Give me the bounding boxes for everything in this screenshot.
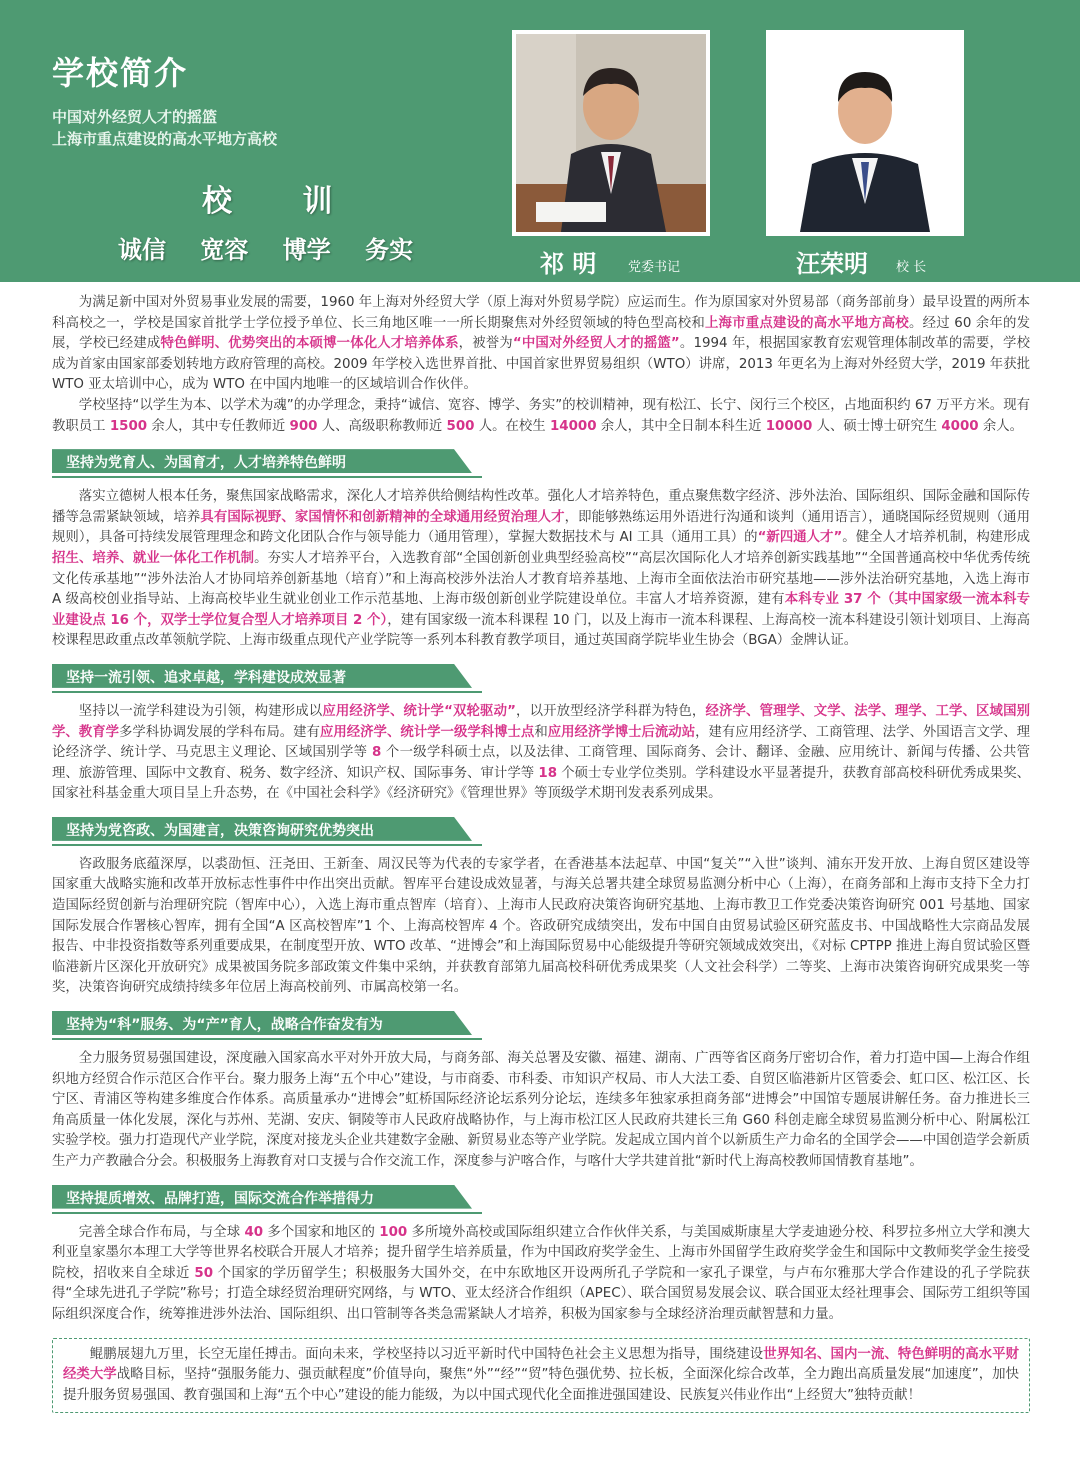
body-text: 为满足新中国对外贸易事业发展的需要，1960 年上海对外经贸大学（原上海对外贸易学院）应运而生。作为原国家对外贸易部（商务部前身）最早设置的两所本科高校之一，学校是国家首批学士学位授予单位、长三角地区唯一一所长期聚焦对外经贸领域的特色型高校和	[52, 295, 1030, 331]
section-heading-bar	[52, 1007, 1030, 1041]
highlighted-text: “新四通人才”	[757, 530, 843, 546]
motto-words: 诚信 宽容 博学 务实	[118, 236, 414, 264]
highlighted-text: 经济学、管理学、文学、法学、理学、工学、区域国别学、教育学	[52, 703, 1031, 740]
body-text: 。1994 年，根据国家教育宏观管理体制改革的需要，学校成为首家由国家部委划转地方政府管理的高校。2009 年学校入选世界首批、中国首家世界贸易组织（WTO）讲席，2013 年更名为上海对外经贸大学，2019 年获批 WTO 亚太培训中心，成为 WTO 在中国内地唯一的区域培训合作伙伴。	[52, 336, 1030, 393]
page-title: 学校简介	[52, 54, 189, 92]
body-text: 全力服务贸易强国建设，深度融入国家高水平对外开放大局，与商务部、海关总署及安徽、福建、湖南、广西等省区商务厅密切合作，着力打造中国—上海合作组织地方经贸合作示范区合作平台。聚力服务上海“五个中心”建设，与市商委、市科委、市知识产权局、市人大法工委、自贸区临港新片区管委会、虹口区、松江区、长宁区、青浦区等构建多维度合作体系。高质量承办“进博会”虹桥国际经济论坛系列分论坛，连续多年独家承担商务部“进博会”中国馆专题展讲解任务。奋力推进长三角高质量一体化发展，深化与苏州、芜湖、安庆、铜陵等市人民政府战略协作，与上海市松江区人民政府共建长三角 G60 科创走廊全球贸易监测分析中心、附属松江实验学校。强力打造现代产业学院，深度对接龙头企业共建数字金融、新贸易业态等产业学院。发起成立国内首个以新质生产力命名的全国学会——中国创造学会新质生产力产教融合分会。积极服务上海教育对口支援与合作交流工作，深度参与沪喀合作，与喀什大学共建首批“新时代上海高校教师国情教育基地”。	[52, 1051, 1030, 1169]
highlighted-text: 10000	[765, 418, 813, 434]
body-text: ，被誉为	[458, 336, 513, 352]
body-text: ，建有应用经济学、工商管理、法学、外国语言文学、理论经济学、统计学、马克思主义理论、区域国别学等	[52, 724, 1031, 761]
body-text: 。健全人才培养机制，构建形成	[842, 530, 1031, 546]
portrait-president	[766, 30, 964, 236]
section-paragraph	[52, 702, 1030, 805]
body-text: 多个国家和地区的	[263, 1224, 380, 1240]
main-content	[52, 293, 1030, 1413]
body-text: 落实立德树人根本任务，聚焦国家战略需求，深化人才培养供给侧结构性改革。强化人才培养特色，重点聚焦数字经济、涉外法治、国际组织、国际金融和国际传播等急需紧缺领域，培养	[52, 489, 1030, 525]
closing-paragraph	[63, 1345, 1019, 1407]
closing-box	[52, 1338, 1030, 1414]
intro-paragraph-1	[52, 293, 1030, 396]
highlighted-text: 1500	[109, 418, 148, 434]
section-heading: 坚持为“科”服务、为“产”育人，战略合作奋发有为	[66, 1017, 383, 1034]
leader-title-1: 党委书记	[628, 260, 681, 275]
body-text: 学校坚持“以学生为本、以学术为魂”的办学理念，秉持“诚信、宽容、博学、务实”的校训精神，现有松江、长宁、闵行三个校区，占地面积约 67 万平方米。现有教职员工	[52, 397, 1030, 434]
portrait-party-secretary	[512, 30, 710, 236]
highlighted-text: 8	[371, 745, 382, 761]
highlighted-text: 14000	[549, 418, 597, 434]
section-paragraph	[52, 855, 1030, 999]
body-text: 咨政服务底蕴深厚，以裘劭恒、汪尧田、王新奎、周汉民等为代表的专家学者，在香港基本法起草、中国“复关”“入世”谈判、浦东开发开放、上海自贸区建设等国家重大战略实施和改革开放标志性事件中作出突出贡献。智库平台建设成效显著，与海关总署共建全球贸易监测分析中心（上海），在商务部和上海市支持下全力打造国际经贸创新与治理研究院（智库中心），入选上海市重点智库（培育）、上海市人民政府决策咨询研究基地、上海市教卫工作党委决策咨询研究 001 号基地、国家国际发展合作署核心智库，拥有全国“A 区高校智库”1 个、上海高校智库 4 个。咨政研究成绩突出，发布中国自由贸易试验区研究蓝皮书、中国战略性大宗商品发展报告、中非投资指数等系列重要成果，在制度型开放、WTO 改革、“进博会”和上海国际贸易中心能级提升等研究领域成效突出，《对标 CPTPP 推进上海自贸试验区暨临港新片区深化开放研究》成果被国务院多部政策文件集中采纳，并获教育部第九届高校科研优秀成果奖（人文社会科学）二等奖、上海市决策咨询研究成果奖一等奖，决策咨询研究成绩持续多年位居上海高校前列、市属高校第一名。	[52, 856, 1030, 996]
body-text: 多学科协调发展的学科布局。建有	[119, 724, 320, 740]
highlighted-text: 应用经济学、统计学一级学科博士点	[319, 724, 535, 740]
section-paragraph	[52, 1223, 1030, 1326]
highlighted-text: 40	[244, 1224, 264, 1240]
highlighted-text: 应用经济学博士后流动站	[547, 724, 696, 740]
section-heading: 坚持提质增效、品牌打造，国际交流合作举措得力	[66, 1190, 374, 1207]
body-text: 余人，其中全日制本科生近	[596, 418, 766, 434]
motto-title: 校 训	[202, 184, 363, 219]
highlighted-text: 应用经济学、统计学“双轮驱动”	[322, 703, 516, 719]
highlighted-text: 50	[194, 1265, 214, 1281]
intro-paragraph-2	[52, 396, 1030, 437]
highlighted-text: 世界知名、国内一流、特色鲜明的高水平财经类大学	[63, 1346, 1019, 1383]
body-text: 余人，其中专任教师近	[147, 418, 290, 434]
leader-name-1: 祁 明	[540, 250, 597, 278]
body-text: 个国家的学历留学生；积极服务大国外交，在中东欧地区开设两所孔子学院和一家孔子课堂，与卢布尔雅那大学合作建设的孔子学院获得“全球先进孔子学院”称号；打造全球经贸治理研究网络，与 WTO、亚太经济合作组织（APEC）、联合国贸易发展会议、联合国亚太经社理事会、国际劳工组织等国际组织深度合作，统筹推进涉外法治、国际组织、出口管制等各类急需紧缺人才培养，积极为国家参与全球经济治理贡献智慧和力量。	[52, 1265, 1030, 1322]
body-text: 多所境外高校或国际组织建立合作伙伴关系，与美国威斯康星大学麦迪逊分校、科罗拉多州立大学和澳大利亚皇家墨尔本理工大学等世界名校联合开展人才培养；提升留学生培养质量，作为中国政府奖学金生、上海市外国留学生政府奖学金生和国际中文教师奖学金生接受院校，招收来自全球近	[52, 1224, 1030, 1281]
body-text: 鲲鹏展翅九万里，长空无崖任搏击。面向未来，学校坚持以习近平新时代中国特色社会主义思想为指导，围绕建设	[89, 1346, 764, 1362]
highlighted-text: 4000	[941, 418, 979, 434]
body-text: 人、硕士博士研究生	[812, 418, 942, 434]
body-text: 坚持以一流学科建设为引领，构建形成以	[78, 703, 323, 719]
body-text: ，以开放型经济学科群为特色，	[515, 703, 706, 719]
highlighted-text: 500	[446, 418, 475, 434]
body-text: 完善全球合作布局，与全球	[78, 1224, 245, 1240]
body-text: 战略目标，坚持“强服务能力、强贡献程度”价值导向，聚焦“外”“经”“贸”特色强优势、拉长板，全面深化综合改革，全力跑出高质量发展“加速度”，加快提升服务贸易强国、教育强国和上海“五个中心”建设的能力能级，为以中国式现代化全面推进强国建设、民族复兴伟业作出“上经贸大”独特贡献！	[63, 1367, 1019, 1403]
section-heading-bar	[52, 813, 1030, 847]
highlighted-text: 上海市重点建设的高水平地方高校	[704, 315, 910, 331]
highlighted-text: 本科专业 37 个（其中国家级一流本科专业建设点 16 个，双学士学位复合型人才培养项目 2 个）	[52, 592, 1030, 628]
header-banner	[0, 0, 1080, 282]
section-paragraph	[52, 1049, 1030, 1173]
section-heading-bar	[52, 445, 1030, 479]
section-paragraph	[52, 487, 1030, 652]
leader-title-2: 校 长	[896, 260, 927, 275]
highlighted-text: “中国对外经贸人才的摇篮”	[512, 336, 680, 352]
body-text: 个一级学科硕士点，以及法律、工商管理、国际商务、会计、翻译、金融、应用统计、新闻与传播、公共管理、旅游管理、国际中文教育、税务、数字经济、知识产权、国际事务、审计学等	[52, 745, 1030, 781]
subtitle-2: 上海市重点建设的高水平地方高校	[52, 130, 278, 148]
highlighted-text: 特色鲜明、优势突出的本硕博一体化人才培养体系	[160, 336, 459, 352]
body-text: 人。在校生	[474, 418, 550, 434]
body-text: 。夯实人才培养平台，入选教育部“全国创新创业典型经验高校”“高层次国际化人才培养创新实践基地”“全国普通高校中华优秀传统文化传承基地”“涉外法治人才协同培养创新基地（培育）”和上海高校涉外法治人才教育培养基地、上海市全面依法治市研究基地——涉外法治研究基地，入选上海市 A 级高校创业指导站、上海高校毕业生就业创业工作示范基地、上海市级创新创业学院建设单位。丰富人才培养资源，建有	[52, 550, 1031, 608]
section-heading: 坚持一流引领、追求卓越，学科建设成效显著	[66, 669, 346, 686]
highlighted-text: 具有国际视野、家国情怀和创新精神的全球通用经贸治理人才	[200, 509, 565, 525]
highlighted-text: 招生、培养、就业一体化工作机制	[52, 550, 255, 566]
body-text: 和	[534, 724, 548, 740]
body-text: 个硕士专业学位类别。学科建设水平显著提升，获教育部高校科研优秀成果奖、国家社科基金重大项目呈上升态势，在《中国社会科学》《经济研究》《管理世界》等顶级学术期刊发表系列成果。	[52, 765, 1030, 802]
section-heading: 坚持为党咨政、为国建言，决策咨询研究优势突出	[66, 822, 374, 839]
section-heading-bar	[52, 1181, 1030, 1215]
body-text: 。经过 60 余年的发展，学校已经建成	[52, 315, 1031, 352]
body-text: 人、高级职称教师近	[317, 418, 447, 434]
section-heading: 坚持为党育人、为国育才，人才培养特色鲜明	[66, 455, 346, 472]
highlighted-text: 100	[379, 1224, 408, 1240]
body-text: ，即能够熟练运用外语进行沟通和谈判（通用语言），通晓国际经贸规则（通用规则），具备可持续发展管理理念和跨文化团队合作与领导能力（通用管理），掌握大数据技术与 AI 工具（通用工具）的	[52, 509, 1030, 546]
leader-name-2: 汪荣明	[796, 250, 868, 278]
section-heading-bar	[52, 660, 1030, 694]
body-text: ，建有国家级一流本科课程 10 门，以及上海市一流本科课程、上海高校一流本科建设引领计划项目、上海高校课程思政重点改革领航学院、上海市级重点现代产业学院等一系列本科教育教学项目，通过英国商学院毕业生协会（BGA）金牌认证。	[52, 612, 1030, 649]
highlighted-text: 900	[289, 418, 318, 434]
subtitle-1: 中国对外经贸人才的摇篮	[52, 108, 218, 126]
body-text: 余人。	[978, 418, 1024, 434]
highlighted-text: 18	[538, 765, 558, 781]
